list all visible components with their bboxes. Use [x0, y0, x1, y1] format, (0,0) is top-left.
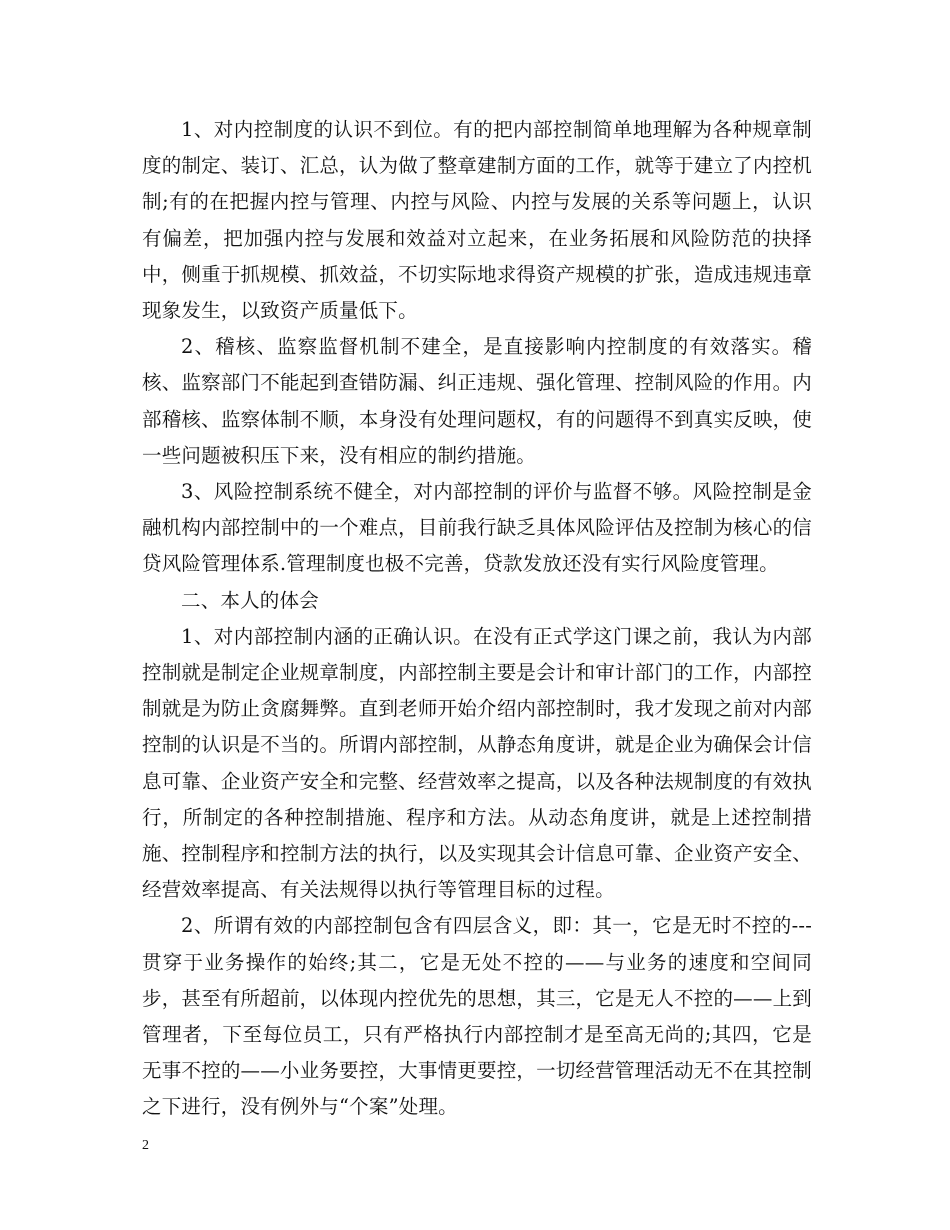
section-heading: 二、本人的体会: [181, 588, 319, 612]
page-number: 2: [142, 1138, 149, 1153]
paragraph-1: 1、对内控制度的认识不到位。有的把内部控制简单地理解为各种规章制度的制定、装订、汇总，认为做了整章建制方面的工作，就等于建立了内控机制;有的在把握内控与管理、内控与风险、内控与发展的关系等问题上，认识有偏差，把加强内控与发展和效益对立起来，在业务拓展和风险防范的抉择中，侧重于抓规模、抓效益，不切实际地求得资产规模的扩张，造成违规违章现象发生，以致资产质量低下。: [142, 118, 812, 323]
paragraph-3: 3、风险控制系统不健全，对内部控制的评价与监督不够。风险控制是金融机构内部控制中的一个难点，目前我行缺乏具体风险评估及控制为核心的信贷风险管理体系.管理制度也极不完善，贷款发放还没有实行风险度管理。: [142, 480, 812, 576]
paragraph-2: 2、稽核、监察监督机制不建全，是直接影响内控制度的有效落实。稽核、监察部门不能起到查错防漏、纠正违规、强化管理、控制风险的作用。内部稽核、监察体制不顺，本身没有处理问题权，有的问题得不到真实反映，使一些问题被积压下来，没有相应的制约措施。: [142, 335, 812, 467]
document-body: [142, 112, 812, 1126]
paragraph-4: 1、对内部控制内涵的正确认识。在没有正式学这门课之前，我认为内部控制就是制定企业规章制度，内部控制主要是会计和审计部门的工作，内部控制就是为防止贪腐舞弊。直到老师开始介绍内部控制时，我才发现之前对内部控制的认识是不当的。所谓内部控制，从静态角度讲，就是企业为确保会计信息可靠、企业资产安全和完整、经营效率之提高，以及各种法规制度的有效执行，所制定的各种控制措施、程序和方法。从动态角度讲，就是上述控制措施、控制程序和控制方法的执行，以及实现其会计信息可靠、企业资产安全、经营效率提高、有关法规得以执行等管理目标的过程。: [142, 624, 812, 902]
paragraph-5: 2、所谓有效的内部控制包含有四层含义，即：其一，它是无时不控的---贯穿于业务操作的始终;其二，它是无处不控的——与业务的速度和空间同步，甚至有所超前，以体现内控优先的思想，其三，它是无人不控的——上到管理者，下至每位员工，只有严格执行内部控制才是至高无尚的;其四，它是无事不控的——小业务要控，大事情更要控，一切经营管理活动无不在其控制之下进行，没有例外与“个案”处理。: [142, 914, 812, 1119]
